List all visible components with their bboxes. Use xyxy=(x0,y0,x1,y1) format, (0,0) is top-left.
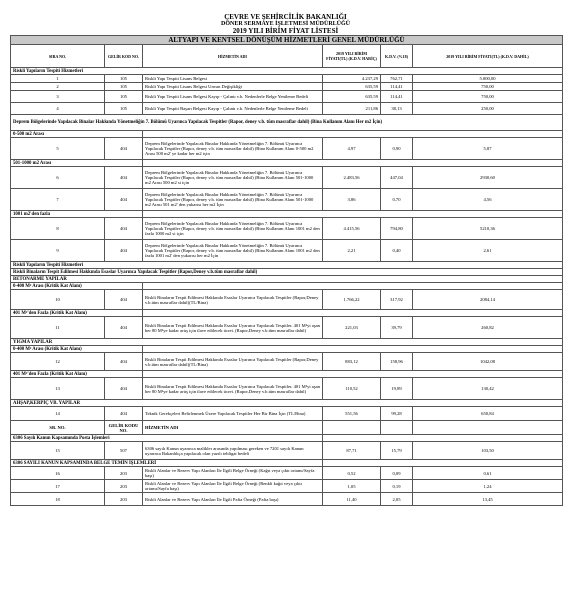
section-fill xyxy=(323,435,563,442)
row-service: Deprem Bölgelerinde Yapılacak Binalar Hakkında Yönetmeliğin 7. Bölümü Uyarınca Yapılacak Tespitler (Rapor, deney v.b. tüm masraflar dahil) (Bina Kullanım Alanı 501-1000 m2 Arası 500 m2 si için xyxy=(143,167,323,189)
table-row xyxy=(11,442,563,460)
table-row xyxy=(11,493,563,506)
row-vat: 447,04 xyxy=(381,167,413,189)
document-header xyxy=(0,0,571,35)
row-no: 14 xyxy=(11,407,105,421)
table-row xyxy=(11,467,563,480)
subsection-fill xyxy=(143,131,563,138)
row-total: 2,61 xyxy=(413,240,563,262)
subsection-fill xyxy=(143,346,563,353)
table-row xyxy=(11,353,563,371)
row-price: 2,21 xyxy=(323,240,381,262)
section-title: BETONARME YAPILAR xyxy=(11,276,563,283)
row-code: 404 xyxy=(105,138,143,160)
row-total: 13,45 xyxy=(413,493,563,506)
row-no: 6 xyxy=(11,167,105,189)
subsection-title: 401 M²'den Fazla (Kritik Kat Alanı) xyxy=(11,310,143,317)
subsection-fill xyxy=(143,310,563,317)
section-row xyxy=(11,400,563,407)
row-service: Riskli Binaların Tespit Edilmesi Hakkında Esaslar Uyarınca Yapılacak Tespitler. 401 M²yi aşan her 80 M²ye kadar artış için ilave edilecek ücret. (Rapor,Deney v.b.tüm masraflar dahil) xyxy=(143,317,323,339)
row-service: Riskli Yapı Tespiti Lisans Belgesi Unvan Değişikliği xyxy=(143,83,323,91)
section-row xyxy=(11,339,563,346)
row-vat: 2,05 xyxy=(381,493,413,506)
row-vat: 317,92 xyxy=(381,290,413,310)
price-table xyxy=(10,35,563,506)
row-no: 9 xyxy=(11,240,105,262)
section-title: YIĞMA YAPILAR xyxy=(11,339,563,346)
row-no: 7 xyxy=(11,189,105,211)
row-service: 6306 sayılı Kanun uyarınca malikler arasında yapılması gereken ve 7201 sayılı Kanun uyarınca Bakanlıkça yapılacak olan yazılı tebligat bedeli xyxy=(143,442,323,460)
row-code: 404 xyxy=(105,378,143,400)
row-service: Riskli Binaların Tespit Edilmesi Hakkında Esaslar Uyarınca Yapılacak Tespitler (Rapor,Deney v.b.tüm masraflar dahil)(TL/Bina) xyxy=(143,353,323,371)
row-price: 221,03 xyxy=(323,317,381,339)
table-row xyxy=(11,103,563,115)
row-price: 0,52 xyxy=(323,467,381,480)
row-total: 5210,36 xyxy=(413,218,563,240)
row-code: 507 xyxy=(105,442,143,460)
row-total: 4,56 xyxy=(413,189,563,211)
row-vat: 762,71 xyxy=(381,75,413,83)
repeat-header-gelir: GELİR KODU NO. xyxy=(105,421,143,435)
row-total: 103,50 xyxy=(413,442,563,460)
repeat-header-fill xyxy=(323,421,381,435)
row-no: 18 xyxy=(11,493,105,506)
row-price: 635,59 xyxy=(323,83,381,91)
subsection-fill xyxy=(143,283,563,290)
subsection-title: 1001 m2'den fazla xyxy=(11,211,143,218)
row-service: Deprem Bölgelerinde Yapılacak Binalar Hakkında Yönetmeliğin 7. Bölümü Uyarınca Yapılacak Tespitler (Rapor, deney v.b. tüm masraflar dahil) (Bina Kullanım Alanı 1001 m2 den fazla 1001 m2' den yukarısı her m2 İçin xyxy=(143,240,323,262)
row-code: 105 xyxy=(105,103,143,115)
subsection-row xyxy=(11,211,563,218)
row-vat: 15,79 xyxy=(381,442,413,460)
column-header-row xyxy=(11,45,563,68)
row-no: 11 xyxy=(11,317,105,339)
row-service: Riskli Yapı Tespiti Başarı Belgesi Kayıp - Çalıntı v.b. Nedenlerle Belge Yenileme Bedeli xyxy=(143,103,323,115)
row-price: 4.415,56 xyxy=(323,218,381,240)
row-total: 260,82 xyxy=(413,317,563,339)
col-header-sira: SIRA NO. xyxy=(11,45,105,68)
repeat-header-sira: SR. NO. xyxy=(11,421,105,435)
section-title: Riskli Yapıların Tespiti Hizmetleri xyxy=(11,68,563,75)
row-total: 1042,08 xyxy=(413,353,563,371)
col-header-dahil: 2019 YILI BİRİM FİYATI(TL) (K.D.V. DAHİL) xyxy=(413,45,563,68)
row-no: 16 xyxy=(11,467,105,480)
table-row xyxy=(11,240,563,262)
row-service: Riskli Yapı Tespiti Lisans Belgesi xyxy=(143,75,323,83)
row-price: 883,12 xyxy=(323,353,381,371)
row-total: 650,84 xyxy=(413,407,563,421)
row-service: Deprem Bölgelerinde Yapılacak Binalar Hakkında Yönetmeliğin 7. Bölümü Uyarınca Yapılacak Tespitler (Rapor, deney v.b. tüm masraflar dahil) (Bina Kullanım Alanı 1001 m2 den fazla 1000 m2 si için xyxy=(143,218,323,240)
row-total: 2930,60 xyxy=(413,167,563,189)
row-vat: 38,13 xyxy=(381,103,413,115)
section-row xyxy=(11,276,563,283)
table-row xyxy=(11,189,563,211)
col-header-gelir: GELİR KOD NO. xyxy=(105,45,143,68)
row-vat: 0,09 xyxy=(381,467,413,480)
section-fill xyxy=(323,460,563,467)
row-code: 203 xyxy=(105,467,143,480)
col-header-kdv: K.D.V. (%18) xyxy=(381,45,413,68)
row-total: 5,87 xyxy=(413,138,563,160)
row-code: 404 xyxy=(105,218,143,240)
row-price: 635,59 xyxy=(323,91,381,103)
row-no: 4 xyxy=(11,103,105,115)
row-no: 5 xyxy=(11,138,105,160)
row-service: Teknik Gerekçeleri Belirlenmek Üzere Yapılacak Tespitler Her Bir Bina İçin (TL/Bina) xyxy=(143,407,323,421)
repeat-header-row xyxy=(11,421,563,435)
subsection-title: 0-500 m2 Arası xyxy=(11,131,143,138)
row-price: 11,40 xyxy=(323,493,381,506)
row-service: Riskli Yapı Tespiti Lisans Belgesi Kayıp - Çalıntı v.b. Nedenlerle Belge Yenileme Bedeli xyxy=(143,91,323,103)
subsection-title: 501-1000 m2 Arası xyxy=(11,160,143,167)
section-row xyxy=(11,460,563,467)
ministry-title: ÇEVRE VE ŞEHİRCİLİK BAKANLIĞI xyxy=(224,13,347,21)
row-code: 105 xyxy=(105,83,143,91)
row-price: 4.237,29 xyxy=(323,75,381,83)
table-row xyxy=(11,83,563,91)
subsection-title: 0-400 M² Arası (Kritik Kat Alanı) xyxy=(11,346,143,353)
row-code: 404 xyxy=(105,167,143,189)
row-code: 105 xyxy=(105,91,143,103)
section-title: Riskli Binaların Tespit Edilmesi Hakkında Esaslar Uyarınca Yapılacak Tespitler (Rapor,Deney v.b.tüm masraflar dahil) xyxy=(11,269,563,276)
subsection-row xyxy=(11,283,563,290)
row-price: 87,71 xyxy=(323,442,381,460)
row-no: 13 xyxy=(11,378,105,400)
row-service: Riskli Alanlar ve Rezerv Yapı Alanları İle İlgili Belge Örneği (Kağıt veya çıktı ortamı/Sayfa başı) xyxy=(143,467,323,480)
row-code: 203 xyxy=(105,480,143,493)
section-row xyxy=(11,115,563,131)
section-row xyxy=(11,269,563,276)
row-no: 2 xyxy=(11,83,105,91)
repeat-header-fill xyxy=(413,421,563,435)
section-title: Deprem Bölgelerinde Yapılacak Binalar Hakkında Yönetmeliğin 7. Bölümü Uyarınca Yapılacak Tespitler (Rapor, deney v.b. tüm masraflar dahil) (Bina Kullanım Alanı Her m2 İçin) xyxy=(11,115,563,131)
section-title: 6306 SAYILI KANUN KAPSAMINDA BELGE TEMİN İŞLEMLERİ xyxy=(11,460,323,467)
row-service: Riskli Binaların Tespit Edilmesi Hakkında Esaslar Uyarınca Yapılacak Tespitler. 401 M²yi aşan her 80 M²ye kadar artış için ilave edilecek ücret. (Rapor,Deney v.b.tüm masraflar dahil) xyxy=(143,378,323,400)
row-price: 3,86 xyxy=(323,189,381,211)
row-vat: 0,70 xyxy=(381,189,413,211)
subsection-fill xyxy=(143,211,563,218)
row-code: 404 xyxy=(105,407,143,421)
row-vat: 0,19 xyxy=(381,480,413,493)
subsection-fill xyxy=(143,160,563,167)
table-row xyxy=(11,407,563,421)
row-vat: 0,90 xyxy=(381,138,413,160)
table-row xyxy=(11,317,563,339)
row-vat: 0,40 xyxy=(381,240,413,262)
subsection-row xyxy=(11,371,563,378)
subsection-title: 401 M²'den Fazla (Kritik Kat Alanı) xyxy=(11,371,143,378)
row-vat: 794,80 xyxy=(381,218,413,240)
row-no: 1 xyxy=(11,75,105,83)
col-header-hizmet: HİZMETİN ADI xyxy=(143,45,323,68)
row-total: 0,61 xyxy=(413,467,563,480)
section-row xyxy=(11,262,563,269)
subsection-row xyxy=(11,346,563,353)
row-service: Riskli Alanlar ve Rezerv Yapı Alanları İle İlgili Belge Örneği (Renkli kağıt veya çıktı ortamı/Sayfa başı) xyxy=(143,480,323,493)
row-code: 203 xyxy=(105,493,143,506)
table-row xyxy=(11,75,563,83)
table-row xyxy=(11,218,563,240)
row-price: 4,97 xyxy=(323,138,381,160)
department-banner-text: ALTYAPI VE KENTSEL DÖNÜŞÜM HİZMETLERİ GENEL MÜDÜRLÜĞÜ xyxy=(11,36,563,45)
row-total: 250,00 xyxy=(413,103,563,115)
row-code: 404 xyxy=(105,240,143,262)
row-no: 3 xyxy=(11,91,105,103)
col-header-fiyat: 2019 YILI BİRİM FİYATI(TL) (K.D.V. HARİÇ) xyxy=(323,45,381,68)
row-code: 404 xyxy=(105,317,143,339)
row-vat: 114,41 xyxy=(381,91,413,103)
department-banner xyxy=(11,36,563,45)
row-code: 404 xyxy=(105,290,143,310)
row-service: Riskli Alanlar ve Rezerv Yapı Alanları İle İlgili Pafta Örneği (Pafta başı) xyxy=(143,493,323,506)
subsection-row xyxy=(11,310,563,317)
row-total: 1,24 xyxy=(413,480,563,493)
row-no: 12 xyxy=(11,353,105,371)
row-code: 404 xyxy=(105,353,143,371)
row-service: Riskli Binaların Tespit Edilmesi Hakkında Esaslar Uyarınca Yapılacak Tespitler (Rapor,Deney v.b.tüm masraflar dahil)(TL/Bina) xyxy=(143,290,323,310)
section-title: AHŞAP,KERPİÇ VB. YAPILAR xyxy=(11,400,563,407)
subsection-title: 0-400 M² Arası (Kritik Kat Alanı) xyxy=(11,283,143,290)
row-total: 750,00 xyxy=(413,91,563,103)
table-row xyxy=(11,91,563,103)
row-price: 1.766,22 xyxy=(323,290,381,310)
row-vat: 19,89 xyxy=(381,378,413,400)
row-vat: 158,96 xyxy=(381,353,413,371)
subsection-fill xyxy=(143,371,563,378)
row-service: Deprem Bölgelerinde Yapılacak Binalar Hakkında Yönetmeliğin 7. Bölümü Uyarınca Yapılacak Tespitler (Rapor, deney v.b. tüm masraflar dahil) (Bina Kullanım Alanı 501-1000 m2 Arası 501 m2' den yukarısı her m2 İçin xyxy=(143,189,323,211)
subsection-row xyxy=(11,131,563,138)
row-price: 110,52 xyxy=(323,378,381,400)
row-no: 10 xyxy=(11,290,105,310)
section-row xyxy=(11,435,563,442)
table-row xyxy=(11,480,563,493)
table-row xyxy=(11,378,563,400)
row-vat: 99,28 xyxy=(381,407,413,421)
row-service: Deprem Bölgelerinde Yapılacak Binalar Hakkında Yönetmeliğin 7. Bölümü Uyarınca Yapılacak Tespitler (Rapor, deney v.b. tüm masraflar dahil) (Bina Kullanım Alanı 0-500 m2 Arası 500 m2' ye kadar her m2 için xyxy=(143,138,323,160)
section-row xyxy=(11,68,563,75)
row-no: 8 xyxy=(11,218,105,240)
row-vat: 39,79 xyxy=(381,317,413,339)
row-code: 105 xyxy=(105,75,143,83)
section-title: 6306 Sayılı Kanun Kapsamında Posta İşlemleri xyxy=(11,435,323,442)
repeat-header-fill xyxy=(381,421,413,435)
subsection-row xyxy=(11,160,563,167)
row-vat: 114,41 xyxy=(381,83,413,91)
row-price: 1,05 xyxy=(323,480,381,493)
row-total: 5.000,00 xyxy=(413,75,563,83)
row-total: 750,00 xyxy=(413,83,563,91)
list-title: 2019 YILI BİRİM FİYAT LİSTESİ xyxy=(232,27,339,35)
row-price: 211,86 xyxy=(323,103,381,115)
department-title: DÖNER SERMAYE İŞLETMESİ MÜDÜRLÜĞÜ xyxy=(221,21,350,27)
section-title: Riskli Yapıların Tespiti Hizmetleri xyxy=(11,262,563,269)
row-price: 551,56 xyxy=(323,407,381,421)
table-row xyxy=(11,138,563,160)
row-total: 2084,14 xyxy=(413,290,563,310)
row-total: 130,42 xyxy=(413,378,563,400)
table-row xyxy=(11,290,563,310)
repeat-header-hizmet: HİZMETİN ADI xyxy=(143,421,323,435)
row-no: 15 xyxy=(11,442,105,460)
row-code: 404 xyxy=(105,189,143,211)
row-no: 17 xyxy=(11,480,105,493)
row-price: 2.483,56 xyxy=(323,167,381,189)
table-row xyxy=(11,167,563,189)
